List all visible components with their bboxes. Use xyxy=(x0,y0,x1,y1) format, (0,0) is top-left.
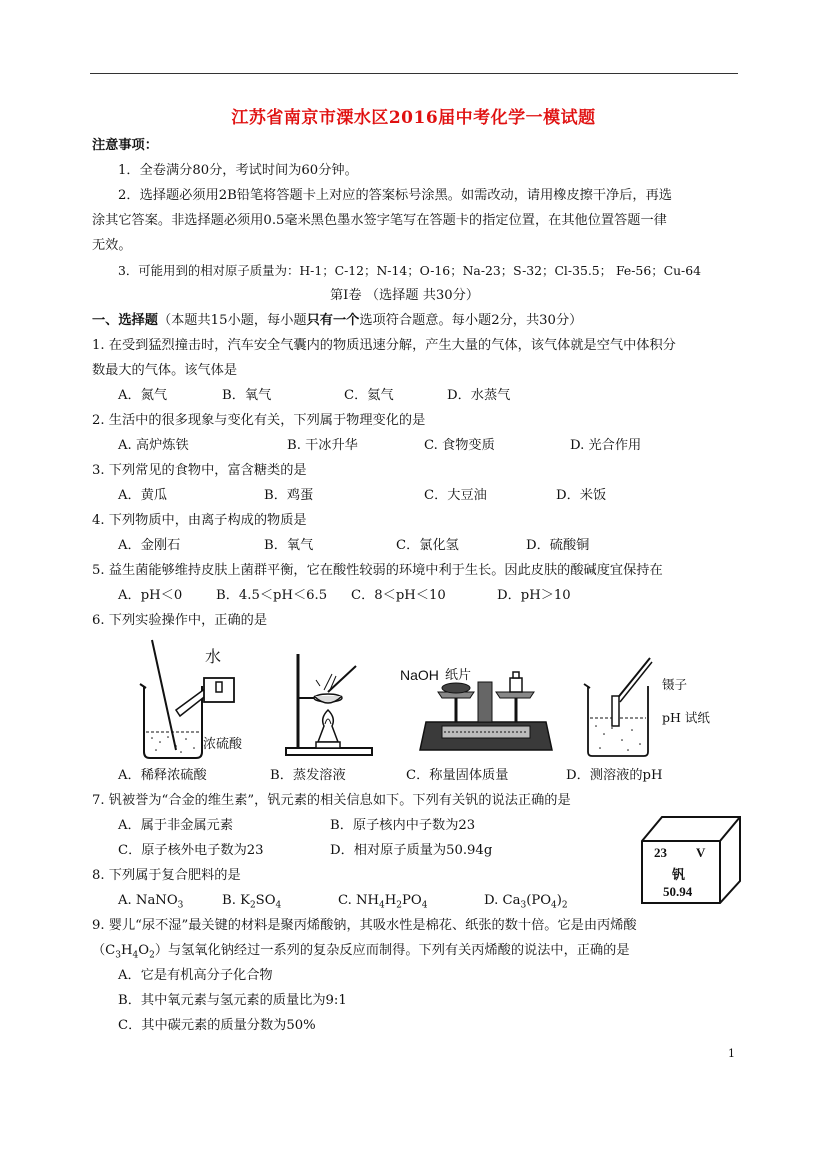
q1-option-c: C．氦气 xyxy=(344,388,394,403)
vanadium-name: 钒 xyxy=(672,868,686,883)
part1-heading: 第Ⅰ卷 （选择题 共30分） xyxy=(330,288,480,303)
question-8-stem: 8. 下列属于复合肥料的是 xyxy=(92,868,241,883)
notice-item-2-end: 无效。 xyxy=(92,238,132,253)
q3-option-a: A．黄瓜 xyxy=(118,488,168,503)
q8-option-c: C. $NH_4H_2PO_4$ xyxy=(338,893,428,911)
q6-option-d: D．测溶液的pH xyxy=(566,768,663,783)
q7-option-d: D．相对原子质量为50.94g xyxy=(330,843,493,858)
figure-evaporation xyxy=(276,650,380,758)
section-desc: （本题共15小题，每小题 xyxy=(157,313,307,328)
q2-option-a: A. 高炉炼铁 xyxy=(118,438,189,453)
notice-item-2: 2．选择题必须用2B铅笔将答题卡上对应的答案标号涂黑。如需改动，请用橡皮擦干净后，再选 xyxy=(118,188,672,203)
q6-option-c: C．称量固体质量 xyxy=(406,768,509,783)
fig-label-ph-paper: pH 试纸 xyxy=(662,710,710,725)
q9-option-b: B．其中氧元素与氢元素的质量比为9:1 xyxy=(118,993,347,1008)
q8-option-c-text: C. NH xyxy=(338,893,380,908)
q7-option-c: C．原子核外电子数为23 xyxy=(118,843,264,858)
q5-option-c: C．8＜pH＜10 xyxy=(351,588,446,603)
question-1-stem-cont: 数最大的气体。该气体是 xyxy=(92,363,238,378)
fig-label-naoh: NaOH xyxy=(400,667,439,683)
vanadium-symbol: V xyxy=(696,845,706,860)
q2-option-d: D. 光合作用 xyxy=(570,438,642,453)
q5-option-a: A．pH＜0 xyxy=(118,588,183,603)
question-3-stem: 3. 下列常见的食物中，富含糖类的是 xyxy=(92,463,307,478)
section-emphasis: 只有一个 xyxy=(306,313,360,328)
page-title: 江苏省南京市溧水区2016届中考化学一模试题 xyxy=(231,108,596,128)
question-9-stem-cont: $(C_3H_4O_2)$与氢氧化钠经过一系列的复杂反应而制得。下列有关丙烯酸的说法中，正确的是 xyxy=(92,943,630,961)
notice-item-2-cont: 涂其它答案。非选择题必须用0.5毫米黑色墨水签字笔写在答题卡的指定位置，在其他位置答题一律 xyxy=(92,213,667,228)
vanadium-atomic-number: 23 xyxy=(654,845,667,860)
notice-item-1: 1．全卷满分80分，考试时间为60分钟。 xyxy=(118,163,358,178)
q1-option-d: D．水蒸气 xyxy=(447,388,511,403)
figure-dilute-acid xyxy=(136,638,268,762)
q5-option-d: D．pH＞10 xyxy=(497,588,571,603)
question-5-stem: 5. 益生菌能够维持皮肤上菌群平衡，它在酸性较弱的环境中利于生长。因此皮肤的酸碱度宜保持在 xyxy=(92,563,663,578)
q8-option-d-text: D. Ca xyxy=(484,893,521,908)
notice-item-3: 3．可能用到的相对原子质量为：H-1；C-12；N-14；O-16；Na-23；S-32；Cl-35.5； Fe-56；Cu-64 xyxy=(118,263,702,278)
question-1-stem: 1. 在受到猛烈撞击时，汽车安全气囊内的物质迅速分解，产生大量的气体，该气体就是空气中体积分 xyxy=(92,338,676,353)
q9-option-a: A．它是有机高分子化合物 xyxy=(118,968,273,983)
q4-option-b: B．氧气 xyxy=(264,538,314,553)
q6-option-a: A．稀释浓硫酸 xyxy=(118,768,207,783)
fig-label-conc-acid: 浓硫酸 xyxy=(203,737,243,752)
page-number: 1 xyxy=(728,1047,735,1060)
question-9-stem: 9. 婴儿“尿不湿”最关键的材料是聚丙烯酸钠，其吸水性是棉花、纸张的数十倍。它是由丙烯酸 xyxy=(92,918,637,933)
question-6-stem: 6. 下列实验操作中，正确的是 xyxy=(92,613,268,628)
question-2-stem: 2. 生活中的很多现象与变化有关，下列属于物理变化的是 xyxy=(92,413,426,428)
q3-option-d: D．米饭 xyxy=(556,488,607,503)
q1-option-b: B．氧气 xyxy=(222,388,272,403)
section-desc-2: 选项符合题意。每小题2分，共30分） xyxy=(359,313,583,328)
q8-option-b: B. $K_2SO_4$ xyxy=(222,893,282,911)
vanadium-atomic-mass: 50.94 xyxy=(663,884,693,899)
fig-label-tweezers: 镊子 xyxy=(662,677,688,692)
q7-option-a: A．属于非金属元素 xyxy=(118,818,234,833)
q4-option-d: D．硫酸铜 xyxy=(526,538,590,553)
notice-heading: 注意事项： xyxy=(92,138,158,153)
q8-option-d: D. $Ca_3(PO_4)_2$ xyxy=(484,893,568,911)
figure-ph-test xyxy=(582,656,656,760)
fig-label-water: 水 xyxy=(205,647,222,666)
question-7-stem: 7. 钒被誉为“合金的维生素”，钒元素的相关信息如下。下列有关钒的说法正确的是 xyxy=(92,793,571,808)
top-rule xyxy=(90,73,738,74)
section-label: 一、选择题 xyxy=(92,313,158,328)
q5-option-b: B．4.5＜pH＜6.5 xyxy=(216,588,328,603)
q2-option-b: B. 干冰升华 xyxy=(287,438,358,453)
section-heading xyxy=(92,312,582,330)
q4-option-a: A．金刚石 xyxy=(118,538,181,553)
question-9-stem-rest: ）与氢氧化钠经过一系列的复杂反应而制得。下列有关丙烯酸的说法中，正确的是 xyxy=(154,943,630,958)
q9-option-c: C．其中碳元素的质量分数为50% xyxy=(118,1018,316,1033)
q3-option-c: C．大豆油 xyxy=(424,488,487,503)
q4-option-c: C．氯化氢 xyxy=(396,538,459,553)
q8-option-a: A. NaNO$_3$ xyxy=(118,893,184,911)
fig-label-paper: 纸片 xyxy=(445,668,472,683)
q6-option-b: B．蒸发溶液 xyxy=(270,768,346,783)
q7-option-b: B．原子核内中子数为23 xyxy=(330,818,476,833)
q1-option-a: A．氮气 xyxy=(118,388,168,403)
q8-option-b-text: B. K xyxy=(222,893,250,908)
q2-option-c: C. 食物变质 xyxy=(424,438,495,453)
q3-option-b: B．鸡蛋 xyxy=(264,488,314,503)
question-4-stem: 4. 下列物质中，由离子构成的物质是 xyxy=(92,513,307,528)
q8-option-a-text: A. NaNO xyxy=(118,893,178,908)
